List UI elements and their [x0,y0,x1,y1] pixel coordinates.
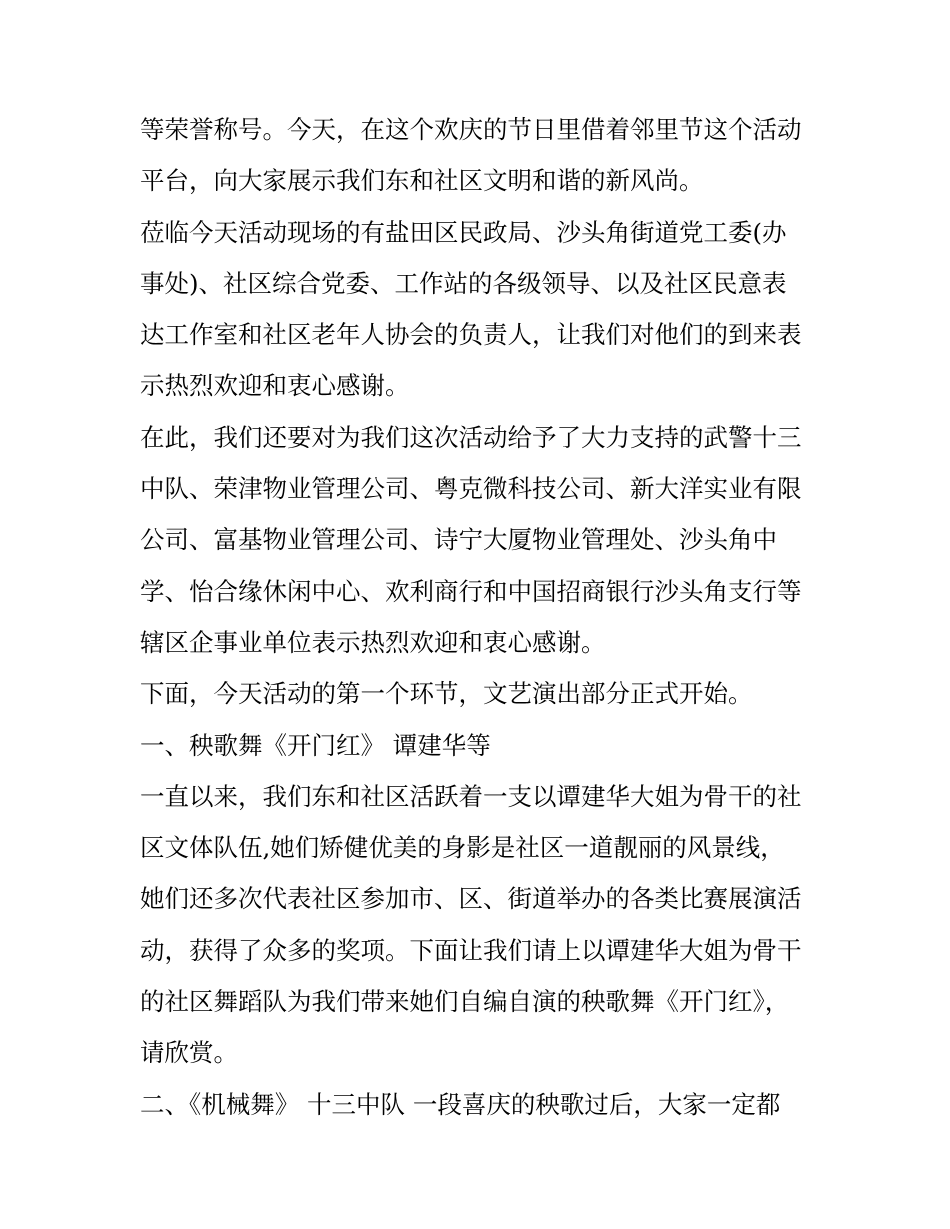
text-line: 达工作室和社区老年人协会的负责人，让我们对他们的到来表 [140,320,802,350]
text-line: 公司、富基物业管理公司、诗宁大厦物业管理处、沙头角中 [140,525,777,555]
text-line: 辖区企事业单位表示热烈欢迎和衷心感谢。 [140,627,606,657]
text-line: 中队、荣津物业管理公司、粤克微科技公司、新大洋实业有限 [140,474,802,504]
text-line: 学、怡合缘休闲中心、欢利商行和中国招商银行沙头角支行等 [140,576,802,606]
text-line: 等荣誉称号。今天，在这个欢庆的节日里借着邻里节这个活动 [140,115,802,144]
text-line: 的社区舞蹈队为我们带来她们自编自演的秧歌舞《开门红》， [140,987,790,1017]
text-line: 平台，向大家展示我们东和社区文明和谐的新风尚。 [140,166,704,196]
text-line: 一直以来，我们东和社区活跃着一支以谭建华大姐为骨干的社 [140,781,802,811]
text-line: 莅临今天活动现场的有盐田区民政局、沙头角街道党工委(办 [140,217,787,247]
text-line: 她们还多次代表社区参加市、区、街道举办的各类比赛展演活 [140,884,802,914]
text-line: 在此，我们还要对为我们这次活动给予了大力支持的武警十三 [140,422,802,452]
text-line: 事处)、社区综合党委、工作站的各级领导、以及社区民意表 [140,268,787,298]
text-line: 区文体队伍,她们矫健优美的身影是社区一道靓丽的风景线， [140,833,785,863]
text-line: 动，获得了众多的奖项。下面让我们请上以谭建华大姐为骨干 [140,935,802,965]
section-heading: 一、秧歌舞《开门红》 谭建华等 [140,730,491,760]
text-line: 示热烈欢迎和衷心感谢。 [140,371,410,401]
text-line: 下面，今天活动的第一个环节，文艺演出部分正式开始。 [140,679,753,709]
section-heading: 二、《机械舞》 十三中队 一段喜庆的秧歌过后，大家一定都 [140,1089,781,1119]
document-body [140,104,820,1130]
text-line: 请欣赏。 [140,1038,238,1068]
